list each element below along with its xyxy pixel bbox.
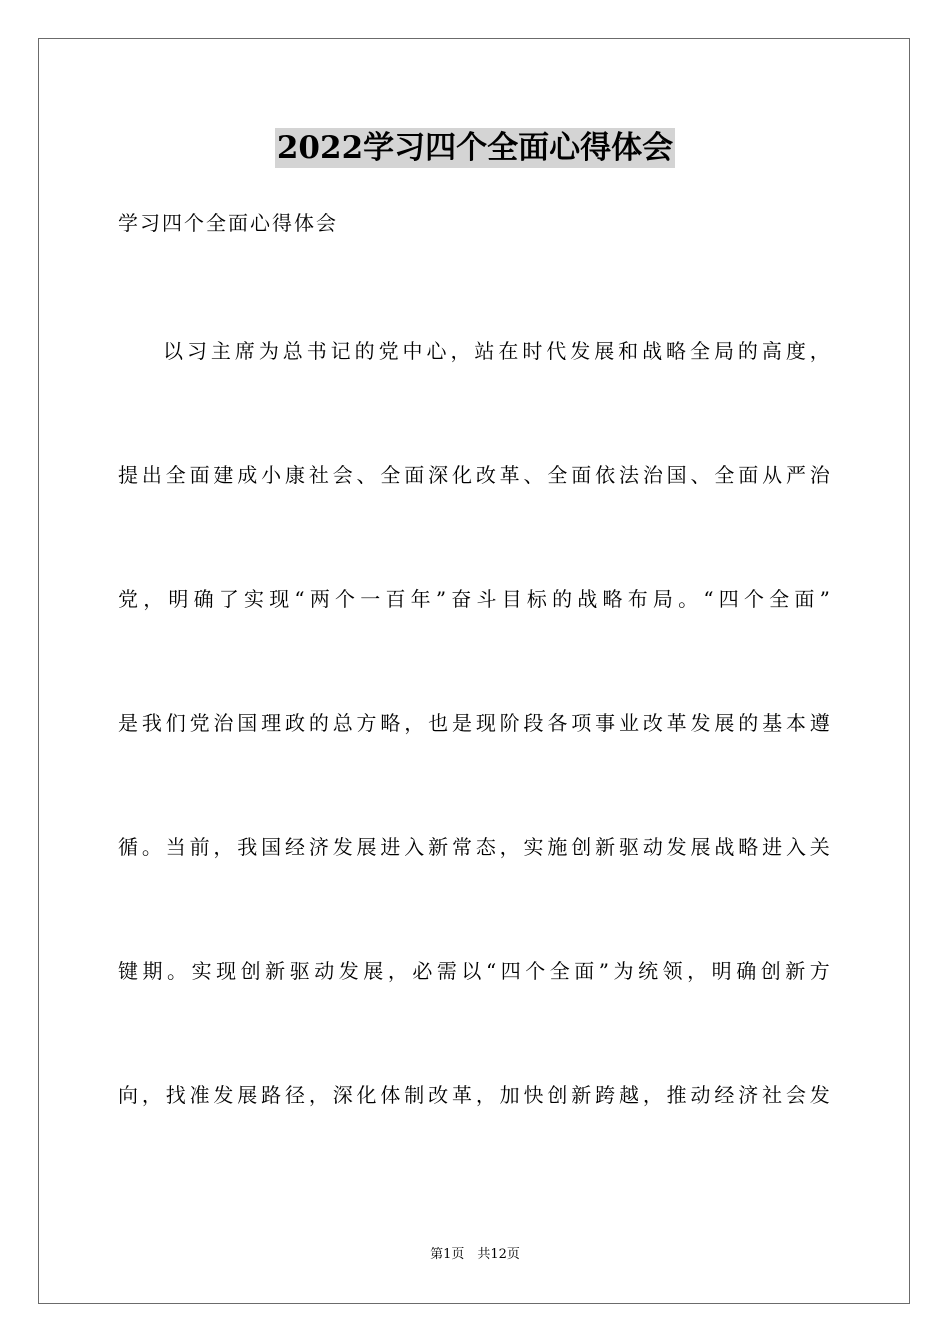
document-subtitle: 学习四个全面心得体会 [118, 211, 338, 235]
paragraph-line: 循。当前，我国经济发展进入新常态，实施创新驱动发展战略进入关 [118, 835, 832, 859]
paragraph-line: 键期。实现创新驱动发展，必需以“四个全面”为统领，明确创新方 [118, 959, 832, 983]
paragraph-line: 向，找准发展路径，深化体制改革，加快创新跨越，推动经济社会发 [118, 1083, 832, 1107]
paragraph-line: 提出全面建成小康社会、全面深化改革、全面依法治国、全面从严治 [118, 463, 832, 487]
document-title-text: 2022学习四个全面心得体会 [276, 130, 674, 166]
paragraph-line: 以习主席为总书记的党中心，站在时代发展和战略全局的高度， [163, 339, 832, 363]
paragraph-line: 是我们党治国理政的总方略，也是现阶段各项事业改革发展的基本遵 [118, 711, 832, 735]
paragraph-line: 党，明确了实现“两个一百年”奋斗目标的战略布局。“四个全面” [118, 587, 832, 611]
page-number: 第1页 共12页 [430, 1247, 520, 1262]
document-title [0, 128, 950, 173]
